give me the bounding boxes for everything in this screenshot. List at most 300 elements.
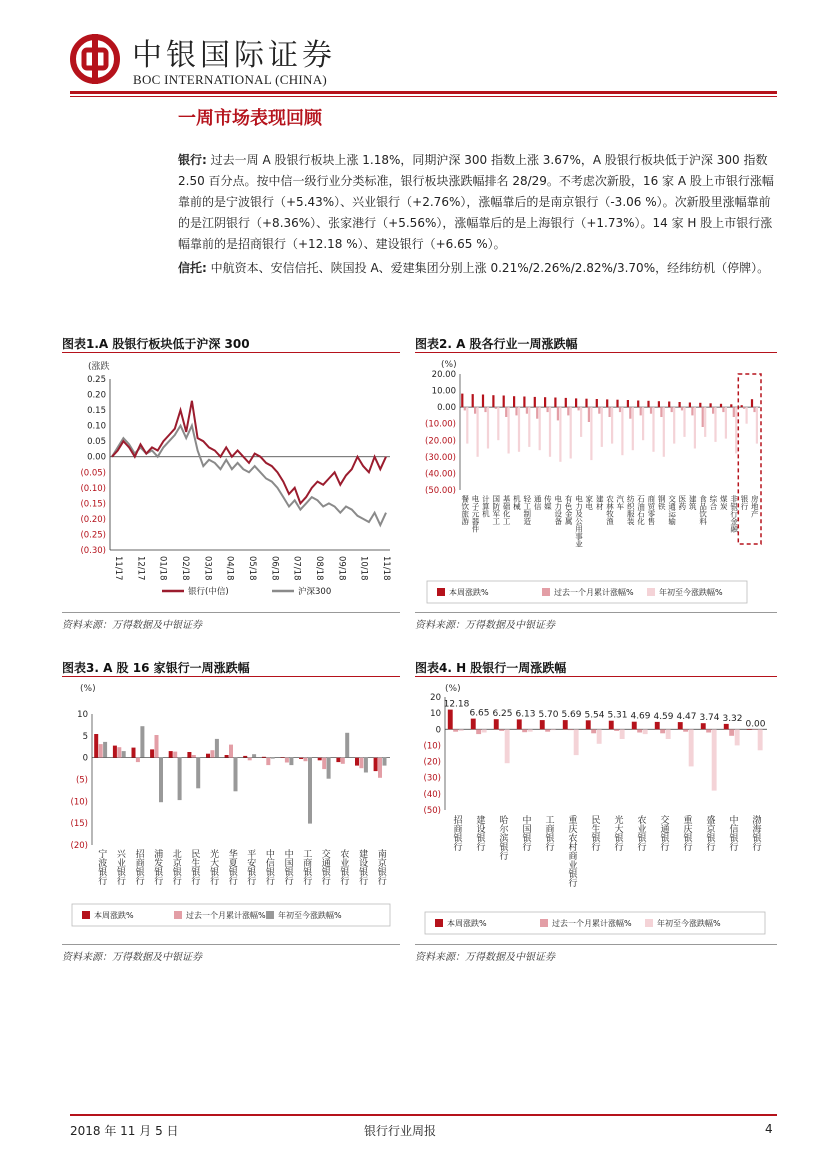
chart4-data-label: 6.25 (492, 709, 513, 720)
chart2-bar (683, 407, 685, 437)
chart3-bar (94, 734, 98, 758)
chart4-bar (568, 729, 573, 730)
chart4-title-rule (415, 676, 777, 677)
chart2-bar (611, 407, 613, 444)
chart3-bar (169, 751, 173, 758)
chart1-xtick-label: 11/17 (113, 556, 123, 581)
chart4-svg (415, 679, 777, 942)
chart4-ytick-label: (20) (423, 757, 441, 768)
chart2-category-label: 房地产 (750, 495, 760, 518)
chart3-category-label: 浦发银行 (152, 849, 163, 885)
chart1-legend-label: 银行(中信) (188, 587, 229, 597)
chart3-bar (103, 742, 107, 758)
chart4-data-label: 4.47 (676, 712, 697, 723)
chart3-bar (150, 749, 154, 757)
chart1-source: 资料来源：万得数据及中银证券 (62, 620, 202, 631)
chart4-ytick-label: 10 (430, 709, 441, 720)
chart3-bar (262, 757, 266, 758)
chart1-ytick-label: 0.15 (87, 406, 106, 417)
chart3-bar (173, 752, 177, 758)
chart4-bar (586, 720, 591, 729)
trust-paragraph (178, 258, 778, 279)
chart3-svg (62, 679, 400, 942)
chart2-legend-label: 年初至今涨跌幅% (659, 588, 723, 597)
bank-paragraph (178, 150, 778, 255)
chart2-legend-label: 过去一个月累计涨幅% (554, 588, 634, 597)
header-rule-thin (70, 96, 777, 97)
chart2-category-label: 国防军工 (491, 495, 501, 525)
chart2-source-rule (415, 612, 777, 613)
chart4-category-label: 工商银行 (543, 815, 554, 851)
chart2-bar (472, 394, 474, 407)
chart3-bar (206, 754, 210, 758)
chart1-ytick-label: 0.20 (87, 390, 106, 401)
chart3-bar (196, 758, 200, 789)
chart2-category-label: 商贸零售 (646, 495, 656, 525)
chart3-bar (345, 733, 349, 758)
chart3-bar (374, 758, 378, 771)
chart4-title: 图表4. H 股银行一周涨跌幅 (415, 661, 567, 675)
chart1-ytick-label: (0.10) (80, 483, 106, 494)
chart1-svg (62, 355, 400, 610)
chart4-legend-label: 过去一个月累计涨幅% (552, 919, 632, 928)
chart4-bar (655, 722, 660, 729)
chart2-bar (704, 407, 706, 437)
chart2-bar (658, 401, 660, 407)
chart4-bar (494, 719, 499, 729)
chart2-bar (547, 407, 549, 412)
chart3-category-label: 农业银行 (338, 849, 349, 885)
chart4-bar (689, 729, 694, 766)
chart2-bar (632, 407, 634, 450)
chart2-category-label: 建材 (595, 495, 605, 510)
chart3-bar (364, 758, 368, 773)
chart3-category-label: 中信银行 (263, 849, 274, 885)
chart2-bar (681, 407, 683, 410)
chart3-bar (285, 758, 289, 763)
chart3-bar (117, 747, 121, 758)
footer-date: 2018 年 11 月 5 日 (70, 1124, 179, 1138)
chart4-ytick-label: (40) (423, 789, 441, 800)
chart3-ytick-label: 0 (82, 753, 88, 764)
chart4-bar (758, 729, 763, 750)
chart4-data-label: 3.74 (699, 713, 720, 724)
chart1-ytick-label: 0.05 (87, 437, 106, 448)
chart2-bar (534, 397, 536, 407)
chart4-category-label: 招商银行 (451, 815, 462, 851)
chart1-ytick-label: (0.05) (80, 468, 106, 479)
chart1-xtick-label: 01/18 (157, 556, 168, 581)
chart4-legend-label: 本周涨跌% (447, 919, 487, 928)
chart2-bar (710, 403, 712, 407)
chart4-bar (724, 724, 729, 729)
chart4-bar (459, 729, 464, 731)
chart3-bar (140, 726, 144, 757)
chart1-title-rule (62, 352, 400, 353)
chart4-bar (597, 729, 602, 744)
chart1-xtick-label: 07/18 (291, 556, 302, 581)
chart1-ytick-label: (0.30) (80, 546, 106, 556)
chart3-bar (383, 758, 387, 766)
chart3-bar (308, 758, 312, 824)
chart2-ytick-label: 10.00 (431, 386, 456, 397)
chart2-bar (671, 407, 673, 412)
chart3-bar (187, 752, 191, 758)
chart2-bar (513, 396, 515, 407)
chart2-bar (650, 407, 652, 414)
chart4-bar (591, 729, 596, 733)
chart2-bar (482, 395, 484, 408)
chart4-category-label: 哈尔滨银行 (497, 815, 508, 860)
chart4-category-label: 交通银行 (658, 815, 669, 851)
chart4-bar (528, 729, 533, 731)
chart4-data-label: 5.70 (538, 710, 559, 721)
chart4-data-label: 4.59 (653, 711, 674, 722)
chart3-bar (122, 751, 126, 758)
chart4-bar (747, 729, 752, 730)
chart2-bar (518, 407, 520, 452)
chart4-category-label: 建设银行 (474, 815, 485, 851)
chart2-bar (741, 405, 743, 407)
chart2-bar (544, 397, 546, 407)
chart3-source: 资料来源：万得数据及中银证券 (62, 952, 202, 963)
chart2-source: 资料来源：万得数据及中银证券 (415, 620, 555, 631)
chart3-category-label: 华夏银行 (226, 849, 237, 885)
chart2-bar (523, 397, 525, 408)
bank-label: 银行: (178, 153, 207, 167)
chart2-bar (640, 407, 642, 415)
chart2-category-label: 石油石化 (636, 495, 646, 525)
chart3-bar (243, 756, 247, 758)
chart4-ytick-label: (30) (423, 773, 441, 784)
chart2-category-label: 钢铁 (657, 495, 667, 510)
trust-label: 信托: (178, 261, 207, 275)
chart1-title: 图表1.A 股银行板块低于沪深 300 (62, 337, 250, 351)
chart1-ytick-label: 0.00 (87, 452, 106, 463)
chart2-bar (746, 407, 748, 424)
chart4-bar (632, 722, 637, 730)
chart2-ytick-label: (10.00) (425, 419, 456, 430)
chart2-bar (751, 399, 753, 407)
chart2-bar (673, 407, 675, 444)
chart2-bar (528, 407, 530, 447)
chart2-category-label: 医药 (677, 495, 687, 510)
chart4-bar (620, 729, 625, 739)
chart2-bar (712, 407, 714, 414)
chart2-bar (526, 407, 528, 414)
chart4-data-label: 6.65 (469, 708, 490, 719)
chart4-category-label: 重庆农村商业银行 (566, 815, 577, 887)
chart1-xtick-label: 12/17 (135, 556, 146, 581)
chart4-bar (563, 720, 568, 729)
chart3-title-rule (62, 676, 400, 677)
footer-page-number: 4 (765, 1122, 773, 1136)
chart2-category-label: 综合 (708, 495, 718, 510)
chart4-bar (666, 729, 671, 739)
chart4-legend-swatch (435, 919, 443, 927)
chart4-bar (476, 729, 481, 734)
chart2-bar (598, 407, 600, 414)
chart3-ytick-label: 10 (77, 710, 88, 720)
chart2-legend-swatch (647, 588, 655, 596)
chart3-bar (336, 758, 340, 762)
chart2-bar (714, 407, 716, 442)
chart4-bar (522, 729, 527, 732)
chart1-ylabel: (涨跌 (88, 362, 110, 372)
chart4-bar (609, 721, 614, 730)
chart2-bar (609, 407, 611, 417)
chart4-bar (643, 729, 648, 734)
chart2-category-label: 食品饮料 (698, 495, 708, 525)
chart4-bar (735, 729, 740, 745)
chart3-bar (327, 758, 331, 779)
chart2-highlight-box (738, 374, 761, 544)
chart2-bar (627, 400, 629, 407)
chart2-category-label: 农林牧渔 (605, 495, 615, 525)
chart2-bar (474, 407, 476, 414)
chart4-data-label: 0.00 (745, 719, 766, 730)
chart4-bar (471, 719, 476, 730)
chart2-bar (477, 407, 479, 457)
chart2-bar (575, 398, 577, 407)
chart3-legend-label: 过去一个月累计涨幅% (186, 911, 266, 920)
chart4-bar (517, 719, 522, 729)
chart3-bar (225, 755, 229, 758)
brand-name-cn: 中银国际证券 (132, 38, 336, 73)
chart3-ytick-label: 5 (82, 731, 88, 742)
chart2-bar (733, 407, 735, 417)
chart3-title: 图表3. A 股 16 家银行一周涨跌幅 (62, 661, 250, 675)
chart2-category-label: 餐饮旅游 (460, 495, 470, 525)
chart2-title: 图表2. A 股各行业一周涨跌幅 (415, 337, 578, 351)
chart1-ytick-label: 0.10 (87, 421, 106, 432)
chart3-bar (355, 758, 359, 766)
chart2-ytick-label: 20.00 (431, 370, 456, 380)
chart4-category-label: 光大银行 (612, 815, 623, 851)
chart2-category-label: 家电 (584, 495, 594, 510)
chart4-ytick-label: (50) (423, 806, 441, 816)
chart2-category-label: 银行 (740, 495, 749, 510)
chart2-bar (554, 398, 556, 408)
chart1-legend-label: 沪深300 (298, 587, 332, 597)
chart2-bar (725, 407, 727, 439)
chart1-xtick-label: 10/18 (358, 556, 369, 581)
chart3-bar (155, 735, 159, 758)
chart2-bar (722, 407, 724, 412)
chart3-source-rule (62, 944, 400, 945)
boc-logo (70, 34, 120, 84)
chart2-bar (492, 395, 494, 407)
chart4-category-label: 中国银行 (520, 815, 531, 851)
chart2-bar (601, 407, 603, 447)
chart1-ytick-label: 0.25 (87, 375, 106, 385)
chart2-category-label: 轻工制造 (522, 495, 532, 525)
chart2-bar (484, 407, 486, 412)
chart4-bar (752, 729, 757, 730)
chart2-bar (565, 398, 567, 407)
chart1-ytick-label: (0.25) (80, 530, 106, 541)
chart2-bar (590, 407, 592, 460)
chart3-legend-swatch (174, 911, 182, 919)
chart2-bar (464, 407, 466, 410)
chart4-bar (551, 729, 556, 730)
chart2-bar (515, 407, 517, 415)
chart3-bar (192, 755, 196, 758)
chart1-xtick-label: 05/18 (247, 556, 257, 581)
chart2-bar (559, 407, 561, 462)
chart2-bar (570, 407, 572, 458)
chart4-data-label: 6.13 (515, 709, 536, 720)
chart3-bar (99, 744, 103, 758)
trust-text: 中航资本、安信信托、陕国投 A、爱建集团分别上涨 0.21%/2.26%/2.82%/3.70%，经纬纺机（停牌）。 (210, 261, 770, 275)
chart2-bar (691, 407, 693, 415)
chart2-bar (503, 396, 505, 408)
chart2-bar (668, 402, 670, 408)
chart3-bar (229, 745, 233, 758)
chart1-xtick-label: 03/18 (202, 556, 213, 581)
chart3-category-label: 工商银行 (301, 849, 312, 885)
chart1-xtick-label: 06/18 (269, 556, 280, 581)
chart4-data-label: 12.18 (443, 699, 470, 710)
chart3-bar (234, 758, 238, 792)
chart4-category-label: 民生银行 (589, 815, 600, 851)
chart3-bar (289, 758, 293, 765)
chart4-bar (637, 729, 642, 732)
chart1-source-rule (62, 612, 400, 613)
chart1-xtick-label: 02/18 (180, 556, 190, 581)
chart4-bar (448, 710, 453, 730)
chart2-bar (487, 407, 489, 448)
chart2-bar (663, 407, 665, 457)
chart4-ytick-label: 0 (435, 725, 441, 736)
chart2-bar (652, 407, 654, 452)
chart3-bar (281, 757, 285, 758)
footer-rule (70, 1114, 777, 1116)
chart2-bar (539, 407, 541, 450)
chart2-ytick-label: (40.00) (425, 469, 456, 480)
chart2-category-label: 电力及公用事业 (574, 495, 584, 548)
chart4-bar (729, 729, 734, 736)
chart3-bar (210, 750, 214, 757)
chart2-title-rule (415, 352, 777, 353)
chart4-legend-swatch (540, 919, 548, 927)
bank-text: 过去一周 A 股银行板块上涨 1.18%，同期沪深 300 指数上涨 3.67%，A 股银行板块低于沪深 300 指数 2.50 百分点。按中信一级行业分类标准，银行板块涨跌幅排名 28/29。不考虑次新股，16 家 A 股上市银行涨幅靠前的是宁波银行（+5.43%）、兴业银行（+2.76%），涨幅靠后的是南京银行（-3.06 %）。次新股里涨幅靠前的是江阴银行（+8.36%）、张家港行（+5.56%），涨幅靠后的是上海银行（+1.73%）。14 家 H 股上市银行涨幅靠前的是招商银行（+12.18 %）、建设银行（+6.65 %）。 (178, 153, 774, 251)
chart2-legend-swatch (437, 588, 445, 596)
chart2-ytick-label: 0.00 (437, 403, 456, 414)
chart2-bar (619, 407, 621, 412)
chart2-bar (699, 403, 701, 407)
chart2-legend-swatch (542, 588, 550, 596)
chart3-legend-swatch (82, 911, 90, 919)
chart2-svg (415, 355, 777, 610)
chart2-bar (567, 407, 569, 415)
chart2-legend-label: 本周涨跌% (449, 588, 489, 597)
chart4-category-label: 盛京银行 (704, 815, 715, 851)
chart2-category-label: 汽车 (615, 495, 625, 510)
chart2-category-label: 计算机 (481, 495, 491, 518)
chart2-bar (689, 403, 691, 408)
chart4-ytick-label: (10) (423, 741, 441, 752)
chart2-category-label: 电子元器件 (471, 495, 480, 533)
chart3-bar (378, 758, 382, 778)
chart3-ylabel: (%) (80, 684, 96, 694)
chart4-bar (706, 729, 711, 732)
chart1-xtick-label: 11/18 (381, 556, 391, 581)
chart4-source: 资料来源：万得数据及中银证券 (415, 952, 555, 963)
chart4-bar (574, 729, 579, 755)
chart2-category-label: 交通运输 (667, 495, 677, 525)
chart3-bar (299, 758, 303, 759)
chart4-bar (505, 729, 510, 763)
chart3-bar (271, 758, 275, 759)
chart3-ytick-label: (10) (70, 797, 88, 808)
chart4-bar (683, 729, 688, 731)
chart2-category-label: 有色金属 (564, 495, 574, 525)
chart3-bar (132, 748, 136, 758)
chart2-ytick-label: (20.00) (425, 436, 456, 447)
chart1-xtick-label: 08/18 (314, 556, 324, 581)
chart3-bar (178, 758, 182, 800)
chart3-bar (304, 758, 308, 762)
chart4-category-label: 农业银行 (635, 815, 646, 851)
chart3-category-label: 民生银行 (189, 849, 200, 885)
chart2-bar (578, 407, 580, 410)
header-rule (70, 91, 777, 94)
chart2-bar (580, 407, 582, 437)
chart2-bar (637, 401, 639, 408)
chart4-bar (482, 729, 487, 732)
footer-report-name: 银行行业周报 (364, 1124, 437, 1138)
chart3-bar (322, 758, 326, 769)
chart2-bar (743, 407, 745, 409)
chart2-bar (505, 407, 507, 417)
chart2-bar (642, 407, 644, 440)
chart3-ytick-label: (15) (70, 819, 88, 830)
chart4-data-label: 5.69 (561, 710, 582, 721)
chart4-bar (453, 729, 458, 731)
chart2-bar (694, 407, 696, 448)
chart3-category-label: 北京银行 (170, 849, 181, 885)
chart2-ytick-label: (50.00) (425, 486, 456, 496)
chart2-ylabel: (%) (441, 360, 457, 370)
chart4-source-rule (415, 944, 777, 945)
chart2-bar (629, 407, 631, 419)
chart2-bar (588, 407, 590, 422)
chart3-category-label: 兴业银行 (114, 849, 125, 885)
chart2-bar (720, 404, 722, 407)
chart2-bar (621, 407, 623, 455)
chart3-bar (266, 758, 270, 765)
chart1-xtick-label: 04/18 (224, 556, 235, 581)
chart2-bar (549, 407, 551, 457)
chart2-category-label: 建筑 (688, 495, 698, 510)
chart2-bar (616, 400, 618, 408)
chart4-data-label: 5.54 (584, 710, 605, 721)
chart2-bar (557, 407, 559, 420)
chart4-bar (499, 729, 504, 731)
chart2-bar (679, 402, 681, 407)
chart2-bar (606, 399, 608, 407)
chart4-category-label: 渤海银行 (750, 815, 761, 851)
chart3-legend-label: 年初至今涨跌幅% (278, 911, 342, 920)
chart2-bar (508, 407, 510, 453)
chart4-bar (712, 729, 717, 790)
chart4-data-label: 3.32 (722, 713, 743, 724)
chart3-category-label: 宁波银行 (96, 849, 107, 885)
chart3-bar (136, 758, 140, 762)
chart4-ytick-label: 20 (430, 693, 441, 703)
chart3-category-label: 建设银行 (357, 849, 368, 885)
